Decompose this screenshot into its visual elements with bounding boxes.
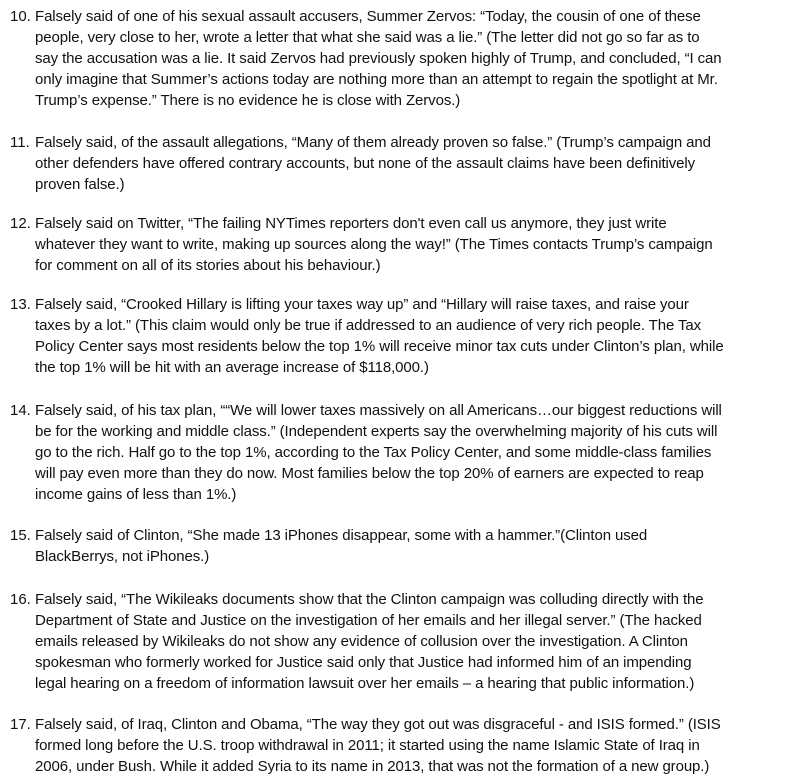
item-number: 16. xyxy=(10,591,31,608)
item-text-line: Department of State and Justice on the investigation of her emails and her illegal server.” (The hacked xyxy=(35,612,702,629)
item-number: 10. xyxy=(10,8,31,25)
item-text-line: taxes by a lot.” (This claim would only be true if addressed to an audience of very rich people. The Tax xyxy=(35,317,702,334)
item-text-line: only imagine that Summer’s actions today are nothing more than an attempt to regain the spotlight at Mr. xyxy=(35,71,718,88)
item-number: 12. xyxy=(10,215,31,232)
item-text-line: emails released by Wikileaks do not show any evidence of collusion over the investigation. A Clinton xyxy=(35,633,688,650)
item-number: 14. xyxy=(10,402,31,419)
item-text-line: Falsely said on Twitter, “The failing NYTimes reporters don't even call us anymore, they just write xyxy=(35,215,667,232)
item-text-line: other defenders have offered contrary accounts, but none of the assault claims have been definitively xyxy=(35,155,696,172)
item-text-line: formed long before the U.S. troop withdrawal in 2011; it started using the name Islamic State of Iraq in xyxy=(35,737,700,754)
item-text-line: the top 1% will be hit with an average increase of $118,000.) xyxy=(35,359,429,376)
item-text-line: Falsely said, of Iraq, Clinton and Obama, “The way they got out was disgraceful - and ISIS formed.” (ISIS xyxy=(35,716,721,733)
item-text-line: spokesman who formerly worked for Justice said only that Justice had informed him of an impending xyxy=(35,654,692,671)
item-text-line: Falsely said, “Crooked Hillary is lifting your taxes way up” and “Hillary will raise taxes, and raise your xyxy=(35,296,689,313)
item-text-line: go to the rich. Half go to the top 1%, according to the Tax Policy Center, and some middle-class families xyxy=(35,444,712,461)
item-text-line: Falsely said of Clinton, “She made 13 iPhones disappear, some with a hammer.”(Clinton used xyxy=(35,527,648,544)
item-text-line: people, very close to her, wrote a letter that what she said was a lie.” (The letter did not go so far as to xyxy=(35,29,700,46)
item-text-line: BlackBerrys, not iPhones.) xyxy=(35,548,210,565)
item-text-line: Policy Center says most residents below the top 1% will receive minor tax cuts under Clinton’s plan, while xyxy=(35,338,724,355)
item-text-line: income gains of less than 1%.) xyxy=(35,486,237,503)
item-text-line: Falsely said, “The Wikileaks documents show that the Clinton campaign was colluding directly with the xyxy=(35,591,704,608)
item-number: 15. xyxy=(10,527,31,544)
item-number: 17. xyxy=(10,716,31,733)
item-text-line: say the accusation was a lie. It said Zervos had previously spoken highly of Trump, and concluded, “I can xyxy=(35,50,722,67)
item-text-line: be for the working and middle class.” (Independent experts say the overwhelming majority of his cuts will xyxy=(35,423,718,440)
item-text-line: for comment on all of its stories about his behaviour.) xyxy=(35,257,381,274)
item-text-line: Falsely said of one of his sexual assault accusers, Summer Zervos: “Today, the cousin of one of these xyxy=(35,8,701,25)
item-text-line: whatever they want to write, making up sources along the way!” (The Times contacts Trump’s campaign xyxy=(35,236,713,253)
item-text-line: will pay even more than they do now. Most families below the top 20% of earners are expected to reap xyxy=(35,465,704,482)
item-text-line: proven false.) xyxy=(35,176,125,193)
item-text-line: Trump’s expense.” There is no evidence he is close with Zervos.) xyxy=(35,92,461,109)
item-text-line: Falsely said, of the assault allegations, “Many of them already proven so false.” (Trump’s campaign and xyxy=(35,134,711,151)
item-number: 11. xyxy=(10,134,30,151)
item-text-line: Falsely said, of his tax plan, ““We will lower taxes massively on all Americans…our biggest reductions will xyxy=(35,402,722,419)
item-text-line: legal hearing on a freedom of information lawsuit over her emails – a hearing that public information.) xyxy=(35,675,695,692)
item-number: 13. xyxy=(10,296,31,313)
item-text-line: 2006, under Bush. While it added Syria to its name in 2013, that was not the formation of a new group.) xyxy=(35,758,710,775)
